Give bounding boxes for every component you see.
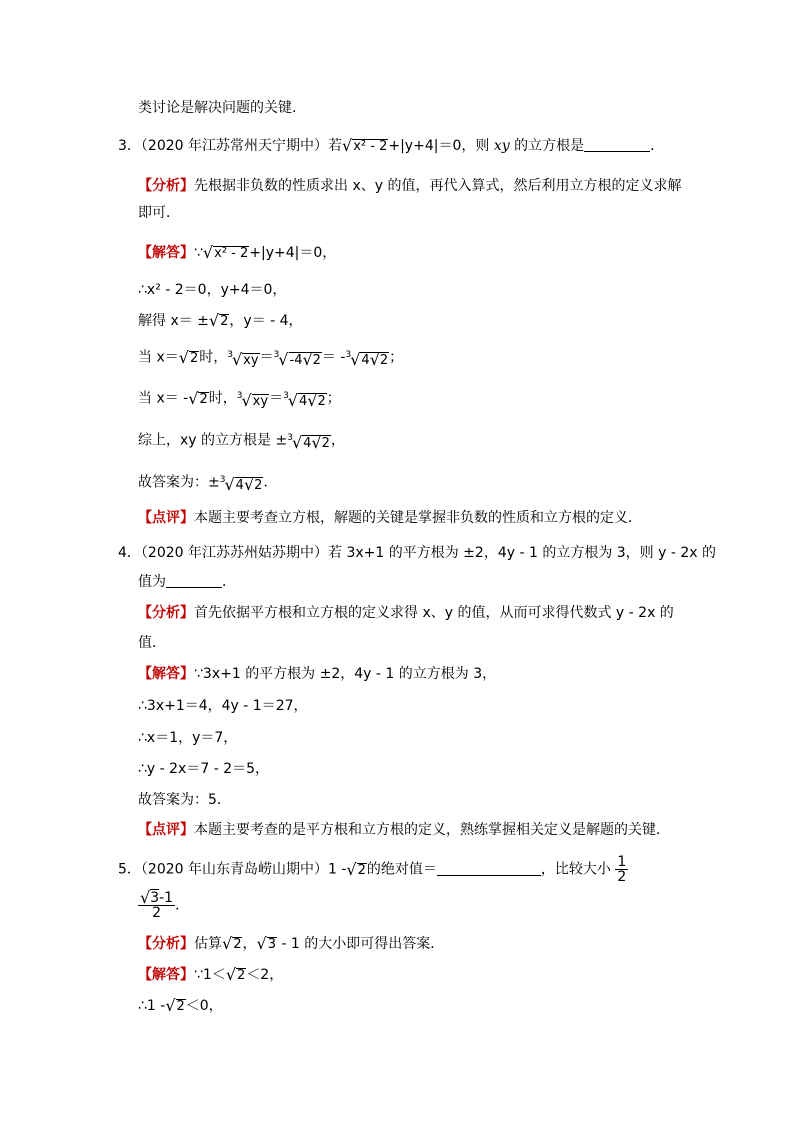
answer-tag: 【解答】 bbox=[138, 666, 194, 682]
problem-3-answer-line-7: 故答案为：±$^3$√4√2． bbox=[138, 474, 278, 494]
problem-4-stem-line-1: 4．（2020 年江苏苏州姑苏期中）若 3x+1 的平方根为 ±2，4y - 1 的立方根为 3，则 y - 2x 的 bbox=[118, 545, 717, 561]
problem-3-answer-line-4: 当 x＝√2时，$^3$√xy＝$^3$√-4√2＝ -$^3$√4√2； bbox=[138, 347, 404, 369]
analysis-tag: 【分析】 bbox=[138, 178, 194, 194]
sqrt-expression: √x² - 2 bbox=[202, 243, 249, 262]
sqrt-expression: √x² - 2 bbox=[342, 136, 388, 155]
problem-3-answer-line-5: 当 x＝ -√2时，$^3$√xy＝$^3$√4√2； bbox=[138, 388, 341, 410]
comment-tag: 【点评】 bbox=[138, 822, 194, 838]
problem-4-answer-line-5: 故答案为：5． bbox=[138, 792, 231, 808]
intro-line: 类讨论是解决问题的关键． bbox=[138, 100, 306, 116]
problem-5-answer-line-2: ∴1 -√2＜0， bbox=[138, 996, 223, 1015]
fraction-one-half: $\frac{1}{2}$ bbox=[617, 854, 627, 885]
analysis-tag: 【分析】 bbox=[138, 605, 194, 621]
problem-4-analysis-line-2: 值． bbox=[138, 635, 166, 651]
problem-3-answer-line-1: 【解答】∵√x² - 2+|y+4|＝0， bbox=[138, 243, 337, 262]
problem-4-comment: 【点评】本题主要考查的是平方根和立方根的定义，熟练掌握相关定义是解题的关键． bbox=[138, 822, 670, 838]
problem-4-answer-line-4: ∴y - 2x＝7 - 2＝5， bbox=[138, 761, 270, 777]
comment-tag: 【点评】 bbox=[138, 510, 194, 526]
analysis-tag: 【分析】 bbox=[138, 936, 194, 952]
problem-3-analysis-line-1: 【分析】先根据非负数的性质求出 x、y 的值，再代入算式，然后利用立方根的定义求解 bbox=[138, 178, 682, 194]
problem-3-answer-line-6: 综上，xy 的立方根是 ±$^3$√4√2， bbox=[138, 432, 345, 452]
fraction-root3-minus-1-over-2: $\frac{√3-1}{2}$ bbox=[140, 888, 174, 921]
problem-5-stem-line-2: $\frac{√3-1}{2}$ ． bbox=[140, 888, 190, 921]
problem-3-comment: 【点评】本题主要考查立方根，解题的关键是掌握非负数的性质和立方根的定义． bbox=[138, 510, 642, 526]
problem-3-stem: 3．（2020 年江苏常州天宁期中）若√x² - 2+|y+4|＝0，则 xy 的立方根是 ． bbox=[118, 136, 665, 155]
answer-blank bbox=[584, 137, 650, 152]
answer-blank bbox=[166, 573, 222, 588]
answer-tag: 【解答】 bbox=[138, 245, 194, 261]
problem-4-analysis-line-1: 【分析】首先依据平方根和立方根的定义求得 x、y 的值，从而可求得代数式 y - 2x 的 bbox=[138, 605, 674, 621]
problem-4-answer-line-1: 【解答】∵3x+1 的平方根为 ±2，4y - 1 的立方根为 3， bbox=[138, 666, 497, 682]
problem-4-answer-line-3: ∴x＝1，y＝7， bbox=[138, 730, 238, 746]
problem-4-answer-line-2: ∴3x+1＝4，4y - 1＝27， bbox=[138, 698, 308, 714]
answer-tag: 【解答】 bbox=[138, 967, 194, 983]
problem-3-answer-line-3: 解得 x＝ ±√2，y＝ - 4， bbox=[138, 311, 303, 330]
problem-5-analysis: 【分析】估算√2，√3 - 1 的大小即可得出答案． bbox=[138, 934, 445, 953]
problem-4-stem-line-2: 值为 ． bbox=[138, 574, 236, 590]
problem-5-answer-line-1: 【解答】∵1＜√2＜2， bbox=[138, 965, 284, 984]
problem-3-analysis-line-2: 即可． bbox=[138, 205, 180, 221]
problem-3-answer-line-2: ∴x² - 2＝0，y+4＝0， bbox=[138, 282, 287, 298]
answer-blank bbox=[437, 861, 541, 876]
problem-5-stem-line-1: 5．（2020 年山东青岛崂山期中）1 -√2的绝对值＝ ，比较大小 $\frac{1}{2}$ bbox=[118, 854, 627, 885]
